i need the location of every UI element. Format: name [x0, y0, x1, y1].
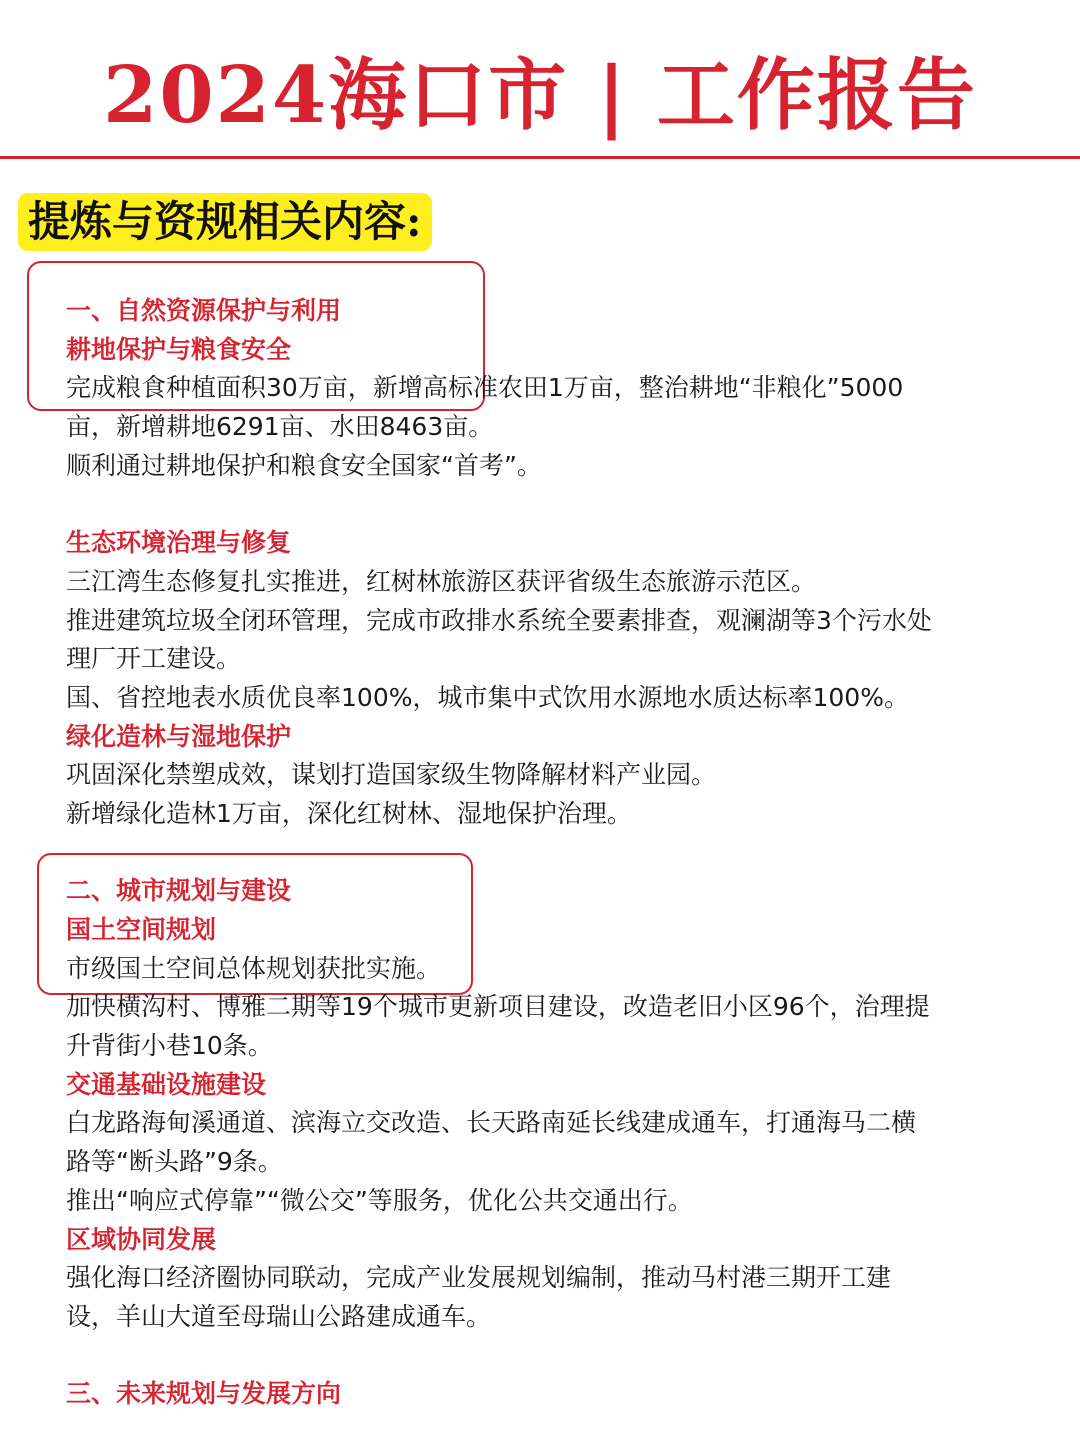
- report-content: [66, 292, 1026, 1414]
- subsection-title: 交通基础设施建设: [66, 1069, 267, 1099]
- body-line: 强化海口经济圈协同联动，完成产业发展规划编制，推动马村港三期开工建: [66, 1263, 892, 1293]
- body-line: 完成粮食种植面积30万亩，新增高标准农田1万亩，整治耕地“非粮化”5000: [66, 373, 904, 403]
- section-3-heading: 三、未来规划与发展方向: [66, 1379, 342, 1409]
- page-title: 2024海口市 | 工作报告: [103, 50, 977, 141]
- body-line: 顺利通过耕地保护和粮食安全国家“首考”。: [66, 450, 542, 480]
- body-line: 推出“响应式停靠”“微公交”等服务，优化公共交通出行。: [66, 1185, 693, 1215]
- body-line: 加快横沟村、博雅二期等19个城市更新项目建设，改造老旧小区96个，治理提: [66, 992, 930, 1022]
- subsection-title: 耕地保护与粮食安全: [66, 334, 292, 364]
- subsection-title: 生态环境治理与修复: [66, 528, 292, 558]
- title-divider: [0, 156, 1080, 159]
- spacer: [66, 1337, 1026, 1376]
- body-line: 巩固深化禁塑成效，谋划打造国家级生物降解材料产业园。: [66, 760, 717, 790]
- spacer: [66, 485, 1026, 524]
- body-line: 亩，新增耕地6291亩、水田8463亩。: [66, 412, 494, 442]
- body-line: 新增绿化造林1万亩，深化红树林、湿地保护治理。: [66, 798, 632, 828]
- body-line: 白龙路海甸溪通道、滨海立交改造、长天路南延长线建成通车，打通海马二横: [66, 1108, 917, 1138]
- body-line: 升背街小巷10条。: [66, 1031, 273, 1061]
- spacer: [66, 834, 1026, 873]
- body-line: 国、省控地表水质优良率100%，城市集中式饮用水源地水质达标率100%。: [66, 682, 909, 712]
- section-1-heading: 一、自然资源保护与利用: [66, 296, 342, 325]
- subsection-title: 国土空间规划: [66, 915, 217, 944]
- body-line: 路等“断头路”9条。: [66, 1147, 283, 1177]
- body-line: 设，羊山大道至母瑞山公路建成通车。: [66, 1301, 492, 1331]
- section-2-heading: 二、城市规划与建设: [66, 876, 292, 906]
- body-line: 推进建筑垃圾全闭环管理，完成市政排水系统全要素排查，观澜湖等3个污水处: [66, 605, 932, 635]
- subsection-title: 绿化造林与湿地保护: [66, 721, 292, 751]
- body-line: 市级国土空间总体规划获批实施。: [66, 953, 442, 983]
- subsection-title: 区域协同发展: [66, 1224, 217, 1254]
- body-line: 理厂开工建设。: [66, 644, 242, 674]
- highlighted-heading: 提炼与资规相关内容:: [18, 193, 432, 251]
- body-line: 三江湾生态修复扎实推进，红树林旅游区获评省级生态旅游示范区。: [66, 566, 817, 596]
